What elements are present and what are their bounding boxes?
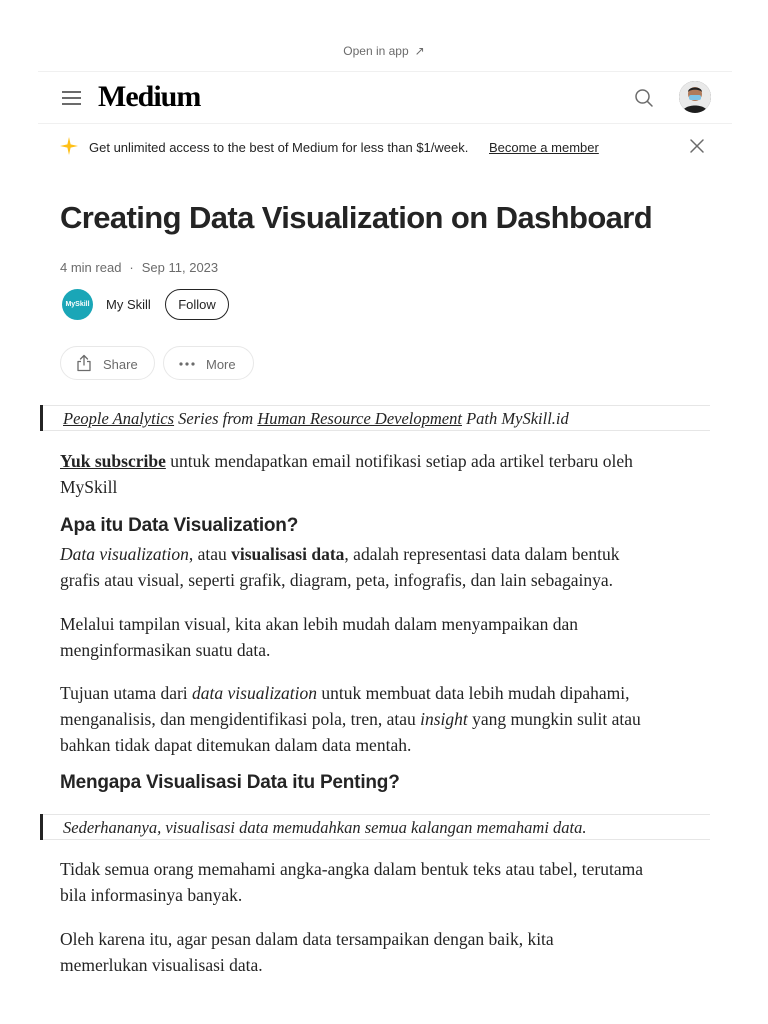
paragraph	[60, 611, 720, 663]
quote-bar	[40, 405, 43, 431]
section-heading: Mengapa Visualisasi Data itu Penting?	[60, 772, 400, 793]
paragraph-text: menginformasikan suatu data.	[60, 640, 271, 660]
paragraph-text: untuk membuat data lebih mudah dipahami,	[316, 683, 630, 703]
paragraph-text: Oleh karena itu, agar pesan dalam data tersampaikan dengan baik, kita	[60, 929, 554, 949]
quote-bar	[40, 814, 43, 840]
read-time: 4 min read	[60, 260, 122, 275]
user-avatar[interactable]	[679, 81, 711, 113]
paragraph-text: Tidak semua orang memahami angka-angka dalam bentuk teks atau tabel, terutama	[60, 859, 643, 879]
open-in-app-link[interactable]	[0, 44, 768, 58]
medium-logo[interactable]: Medium	[98, 80, 201, 113]
paragraph-text: insight	[420, 709, 468, 729]
share-icon	[75, 354, 93, 372]
paragraph-text: menganalisis, dan mengidentifikasi pola, tren, atau	[60, 709, 421, 729]
quote-text: Sederhananya, visualisasi data memudahkan semua kalangan memahami data.	[63, 818, 587, 837]
paragraph-text: visualisasi data	[231, 544, 345, 564]
section-heading: Apa itu Data Visualization?	[60, 515, 299, 536]
paragraph-text: data visualization	[192, 683, 317, 703]
paragraph-text: , atau	[188, 544, 232, 564]
publish-date: Sep 11, 2023	[141, 260, 219, 275]
more-button[interactable]	[163, 346, 254, 380]
search-icon[interactable]	[634, 88, 654, 108]
close-icon[interactable]	[689, 138, 705, 154]
arrow-up-right-icon: ↗	[414, 44, 425, 58]
paragraph-text: yang mungkin sulit atau	[467, 709, 641, 729]
become-member-link[interactable]: Become a member	[489, 140, 599, 155]
author-row	[60, 288, 360, 320]
membership-banner	[38, 124, 732, 170]
paragraph-text: grafis atau visual, seperti grafik, diagram, peta, infografis, dan lain sebagainya.	[60, 570, 613, 590]
more-icon	[179, 362, 195, 366]
author-avatar[interactable]: MySkill	[62, 289, 93, 320]
share-label: Share	[103, 357, 138, 372]
paragraph-text: bila informasinya banyak.	[60, 885, 243, 905]
open-in-app-label: Open in app	[343, 44, 409, 58]
more-label: More	[206, 357, 236, 372]
paragraph	[60, 856, 720, 908]
paragraph-text: Melalui tampilan visual, kita akan lebih mudah dalam menyampaikan dan	[60, 614, 579, 634]
quote-text-part: Series from	[174, 409, 258, 428]
subscribe-link[interactable]: Yuk subscribe	[60, 451, 166, 471]
share-button[interactable]	[60, 346, 155, 380]
quote-text-part: Path MySkill.id	[461, 409, 569, 428]
people-analytics-link[interactable]: People Analytics	[63, 409, 175, 428]
banner-text: Get unlimited access to the best of Medium for less than $1/week.	[89, 140, 469, 155]
author-name[interactable]: My Skill	[106, 297, 151, 312]
paragraph-text: Data visualization	[60, 544, 189, 564]
article-actions	[60, 346, 460, 380]
article-title: Creating Data Visualization on Dashboard	[60, 200, 653, 235]
blockquote-series	[40, 405, 710, 431]
blockquote	[40, 814, 710, 840]
menu-icon[interactable]	[62, 91, 81, 105]
paragraph-text: memerlukan visualisasi data.	[60, 955, 263, 975]
subscribe-paragraph	[60, 448, 720, 500]
article-meta	[60, 260, 218, 275]
sparkle-icon	[60, 137, 78, 155]
paragraph	[60, 541, 720, 593]
paragraph-text: MySkill	[60, 477, 118, 497]
paragraph-text: , adalah representasi data dalam bentuk	[344, 544, 620, 564]
paragraph-text: untuk mendapatkan email notifikasi setiap ada artikel terbaru oleh	[165, 451, 633, 471]
top-nav	[38, 72, 732, 124]
meta-separator: ·	[129, 260, 134, 275]
paragraph	[60, 680, 720, 758]
paragraph-text: bahkan tidak dapat ditemukan dalam data mentah.	[60, 735, 412, 755]
hrd-link[interactable]: Human Resource Development	[257, 409, 462, 428]
paragraph	[60, 926, 720, 978]
paragraph-text: Tujuan utama dari	[60, 683, 193, 703]
quote-text	[63, 409, 569, 429]
follow-button[interactable]: Follow	[165, 289, 229, 320]
